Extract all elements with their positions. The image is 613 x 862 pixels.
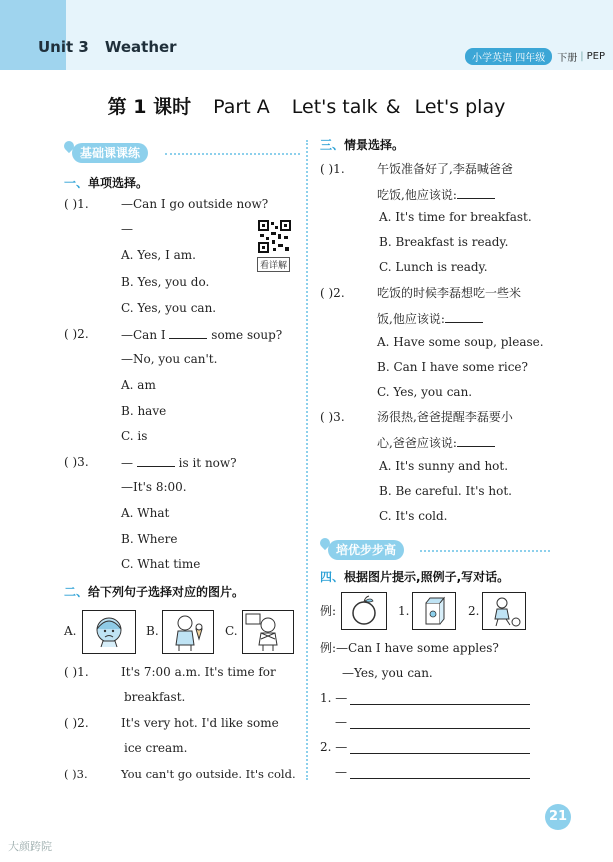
option: A. What	[121, 506, 170, 520]
answer-blank	[137, 455, 175, 467]
q1-2-number: ( )2.	[64, 327, 89, 341]
example-label: 例:	[320, 604, 337, 618]
juice-box-picture	[412, 592, 456, 630]
girl-cold-picture	[242, 610, 294, 654]
match-3-number: ( )3.	[64, 767, 88, 781]
option: C. is	[121, 429, 148, 443]
qr-label[interactable]: 看详解	[257, 257, 290, 272]
book-info	[465, 48, 605, 65]
example-line1: 例:—Can I have some apples?	[320, 641, 499, 655]
boy-playing-ball-picture	[482, 592, 526, 630]
banner-dotline	[165, 153, 300, 155]
section-banner-basic: 基础课课练	[72, 143, 148, 163]
column-divider	[306, 140, 308, 780]
match-1-line1: It's 7:00 a.m. It's time for	[121, 665, 276, 679]
book-name: 小学英语 四年级	[465, 48, 552, 65]
answer-2-mark: 2. —	[320, 740, 348, 754]
watermark: 大颜跨院	[8, 840, 52, 853]
pic-label-c: C.	[225, 624, 238, 638]
option: C. What time	[121, 557, 201, 571]
option: B. Yes, you do.	[121, 275, 210, 289]
answer-line[interactable]	[350, 728, 530, 729]
match-1-line2: breakfast.	[124, 690, 186, 704]
match-1-number: ( )1.	[64, 665, 89, 679]
q1-1-line1: —Can I go outside now?	[121, 197, 269, 211]
boy-with-ice-cream-picture	[162, 610, 214, 654]
sit-1-line1: 午饭准备好了,李磊喊爸爸	[377, 162, 513, 176]
answer-blank	[445, 311, 483, 323]
q2-heading: 二、给下列句子选择对应的图片。	[64, 585, 245, 599]
header-tab	[0, 0, 66, 70]
q1-2-line2: —No, you can't.	[121, 352, 218, 366]
q1-3-line1: — is it now?	[121, 456, 237, 470]
volume: 下册	[557, 53, 578, 64]
answer-line[interactable]	[350, 753, 530, 754]
option: C. Yes, you can.	[121, 301, 217, 315]
option: C. Yes, you can.	[377, 385, 473, 399]
banner-dotline	[420, 550, 550, 552]
option: A. It's time for breakfast.	[379, 210, 532, 224]
option: B. Be careful. It's hot.	[379, 484, 512, 498]
match-3-line1: You can't go outside. It's cold.	[121, 767, 296, 781]
sit-2-number: ( )2.	[320, 286, 345, 300]
option: C. It's cold.	[379, 509, 448, 523]
q1-3-number: ( )3.	[64, 455, 89, 469]
sit-1-number: ( )1.	[320, 162, 345, 176]
option: A. It's sunny and hot.	[379, 459, 509, 473]
match-2-line1: It's very hot. I'd like some	[121, 716, 279, 730]
sit-3-line2: 心,爸爸应该说:	[377, 435, 495, 450]
section-banner-advanced: 培优步步高	[328, 540, 404, 560]
apple-picture	[341, 592, 387, 630]
edition: PEP	[586, 51, 605, 62]
q1-3-line2: —It's 8:00.	[121, 480, 187, 494]
sit-1-line2: 吃饭,他应该说:	[377, 187, 495, 202]
option: B. Breakfast is ready.	[379, 235, 509, 249]
q3-heading: 三、情景选择。	[320, 138, 405, 152]
page-number: 21	[545, 804, 571, 830]
qr-code-icon[interactable]	[258, 220, 291, 253]
item-2-label: 2.	[468, 604, 480, 618]
answer-1b-mark: —	[335, 715, 347, 729]
lesson-title: 第 1 课时 Part A Let's talk & Let's play	[107, 96, 506, 118]
answer-blank	[457, 187, 495, 199]
pic-label-b: B.	[146, 624, 159, 638]
option: A. Have some soup, please.	[377, 335, 544, 349]
q1-1-line2: —	[121, 222, 133, 236]
option: B. Where	[121, 532, 178, 546]
pic-label-a: A.	[64, 624, 77, 638]
girl-crying-picture	[82, 610, 136, 654]
sit-2-line1: 吃饭的时候李磊想吃一些米	[377, 286, 522, 300]
answer-1-mark: 1. —	[320, 691, 348, 705]
q1-1-number: ( )1.	[64, 197, 89, 211]
example-line2: —Yes, you can.	[342, 666, 433, 680]
sit-3-number: ( )3.	[320, 410, 345, 424]
sit-2-line2: 饭,他应该说:	[377, 311, 483, 326]
q1-heading: 一、单项选择。	[64, 176, 149, 190]
option: C. Lunch is ready.	[379, 260, 488, 274]
option: B. Can I have some rice?	[377, 360, 528, 374]
q1-2-line1: —Can I some soup?	[121, 328, 283, 342]
option: B. have	[121, 404, 167, 418]
answer-2b-mark: —	[335, 765, 347, 779]
item-1-label: 1.	[398, 604, 410, 618]
match-2-number: ( )2.	[64, 716, 89, 730]
answer-line[interactable]	[350, 704, 530, 705]
q4-heading: 四、根据图片提示,照例子,写对话。	[320, 570, 510, 584]
option: A. am	[121, 378, 156, 392]
answer-blank	[457, 435, 495, 447]
sit-3-line1: 汤很热,爸爸提醒李磊要小	[377, 410, 513, 424]
answer-line[interactable]	[350, 778, 530, 779]
option: A. Yes, I am.	[121, 248, 196, 262]
answer-blank	[169, 327, 207, 339]
separator: |	[580, 51, 584, 62]
unit-title: Unit 3 Weather	[38, 38, 177, 56]
match-2-line2: ice cream.	[124, 741, 188, 755]
